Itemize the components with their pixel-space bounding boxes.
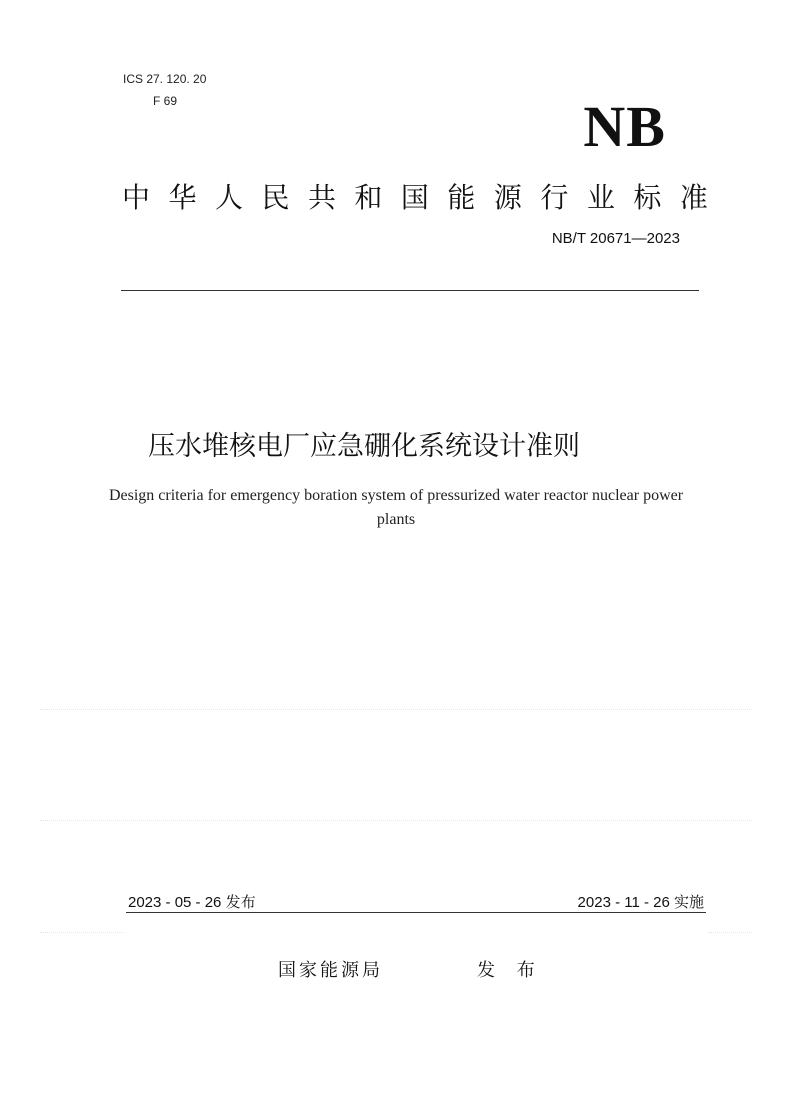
issuing-authority: 国家能源局 (278, 960, 383, 981)
ics-code: ICS 27. 120. 20 (123, 72, 207, 86)
faint-divider (708, 932, 752, 933)
standard-type-char: 准 (679, 181, 708, 214)
standard-type-char: 源 (493, 181, 522, 214)
standard-type-title (122, 176, 708, 216)
standard-type-char: 能 (447, 181, 476, 214)
standard-type-char: 人 (214, 181, 243, 214)
chinese-title: 压水堆核电厂应急硼化系统设计准则 (148, 431, 580, 462)
nb-logo: NB (583, 94, 666, 159)
classification-code: F 69 (153, 94, 178, 108)
date-divider (126, 912, 706, 913)
faint-divider (40, 820, 752, 821)
header-divider (121, 290, 699, 291)
standard-number: NB/T 20671—2023 (551, 230, 680, 247)
faint-divider (40, 932, 124, 933)
issue-label: 发 布 (477, 960, 543, 981)
standard-type-char: 民 (261, 181, 290, 214)
standard-type-char: 共 (307, 181, 336, 214)
english-title: Design criteria for emergency boration system of pressurized water reactor nuclear power plants (108, 487, 684, 528)
standard-type-char: 行 (540, 181, 569, 214)
standard-type-char: 国 (400, 181, 429, 214)
standard-type-char: 中 (122, 181, 151, 214)
standard-type-char: 华 (168, 181, 197, 214)
implementation-date: 2023 - 11 - 26 实施 (577, 894, 704, 911)
faint-divider (40, 709, 752, 710)
standard-type-char: 业 (586, 181, 615, 214)
standard-type-char: 和 (354, 181, 383, 214)
standard-type-char: 标 (633, 181, 662, 214)
release-date: 2023 - 05 - 26 发布 (128, 894, 256, 911)
